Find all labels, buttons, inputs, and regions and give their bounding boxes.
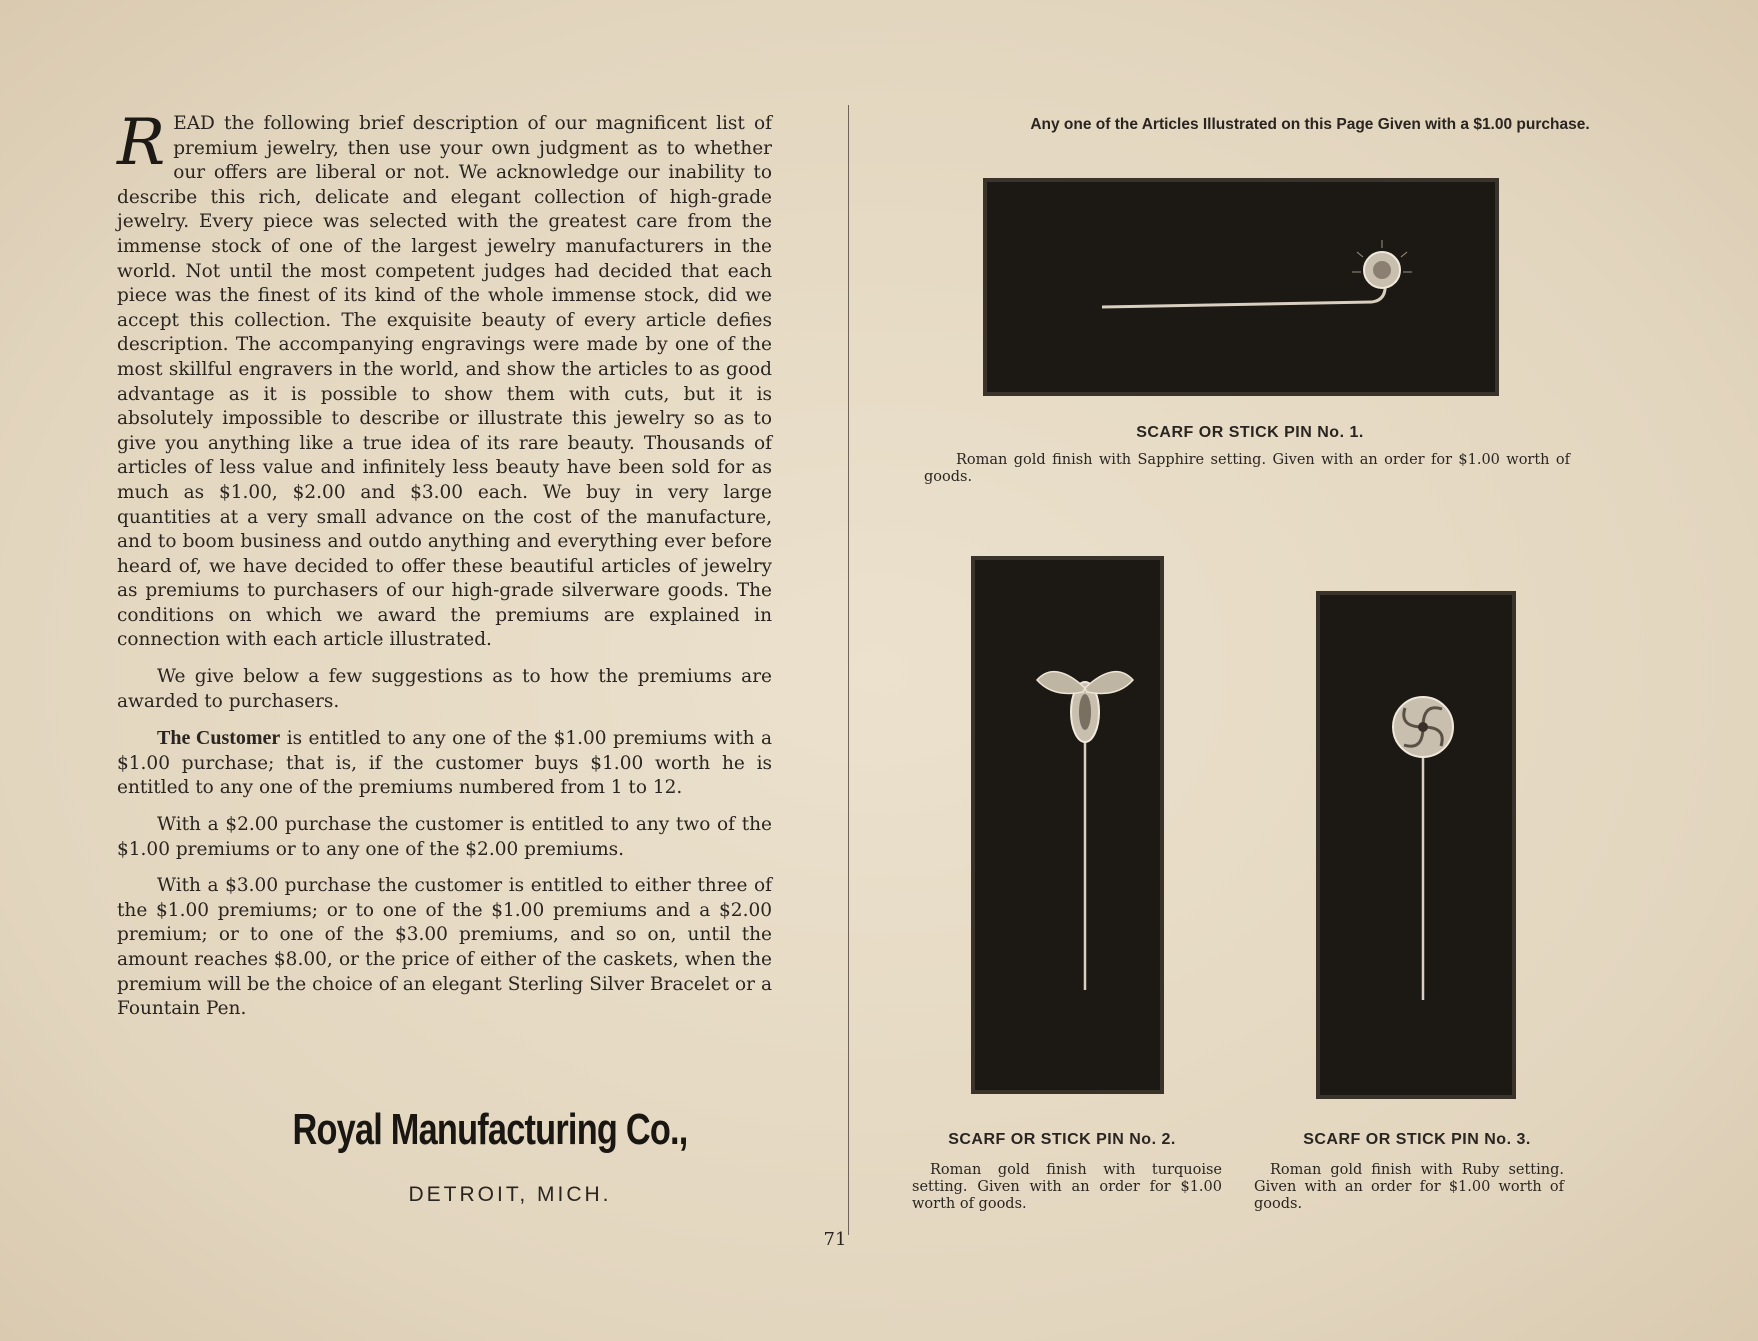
pin-3-title: SCARF OR STICK PIN No. 3. bbox=[1303, 1131, 1531, 1148]
pin-1-engraving bbox=[987, 182, 1495, 392]
pin-3-description: Roman gold finish with Ruby setting. Given with an order for $1.00 worth of goods. bbox=[1254, 1162, 1564, 1212]
drop-cap: R bbox=[117, 106, 166, 180]
pin-1-description: Roman gold finish with Sapphire setting. Given with an order for $1.00 worth of goods. bbox=[924, 452, 1570, 485]
page-number: 71 bbox=[823, 1229, 847, 1250]
company-name: Royal Manufacturing Co., bbox=[292, 1105, 688, 1154]
customer-lead: The Customer bbox=[157, 727, 281, 750]
two-dollar-paragraph: With a $2.00 purchase the customer is entitled to any two of the $1.00 premiums or to any one of the $2.00 premiums. bbox=[117, 814, 772, 860]
intro-paragraph bbox=[117, 106, 772, 653]
pin-1-title: SCARF OR STICK PIN No. 1. bbox=[1136, 424, 1364, 441]
stick-pin-1-icon bbox=[987, 182, 1495, 392]
pin-2-engraving bbox=[975, 560, 1160, 1090]
stick-pin-3-icon bbox=[1320, 595, 1512, 1095]
pin-3-engraving bbox=[1320, 595, 1512, 1095]
three-dollar-paragraph: With a $3.00 purchase the customer is entitled to either three of the $1.00 premiums; or to one of the $1.00 premiums and a $2.00 premium; or to one of the $3.00 premiums, and so on, until the amount reaches $8.00, or the price of either of the caskets, when the premium will be the choice of an elegant Sterling Silver Bracelet or a Fountain Pen. bbox=[117, 875, 772, 1020]
page-fold bbox=[848, 105, 849, 1235]
suggestions-paragraph: We give below a few suggestions as to how the premiums are awarded to purchasers. bbox=[117, 666, 772, 712]
stick-pin-2-icon bbox=[975, 560, 1160, 1090]
intro-text-block bbox=[117, 106, 772, 1034]
offer-header: Any one of the Articles Illustrated on this Page Given with a $1.00 purchase. bbox=[1030, 116, 1590, 133]
pin-2-description: Roman gold finish with turquoise setting. Given with an order for $1.00 worth of goods. bbox=[912, 1162, 1222, 1212]
intro-paragraph-text: EAD the following brief description of our magnificent list of premium jewelry, then use your own judgment as to whether our offers are liberal or not. We acknowledge our inability to describe this rich, delicate and elegant collection of high-grade jewelry. Every piece was selected with the greatest care from the immense stock of one of the largest jewelry manufacturers in the world. Not until the most competent judges had decided that each piece was the finest of its kind of the whole immense stock, did we accept this collection. The exquisite beauty of every article defies description. The accompanying engravings were made by one of the most skillful engravers in the world, and show the articles to as good advantage as it is possible to show them with cuts, but it is absolutely impossible to describe or illustrate this jewelry so as to give you anything like a true idea of its rare beauty. Thousands of articles of less value and infinitely less beauty have been sold for as much as $1.00, $2.00 and $3.00 each. We buy in very large quantities at a very small advance on the cost of the manufacture, and to boom business and outdo anything and everything ever before heard of, we have decided to offer these beautiful articles of jewelry as premiums to purchasers of our high-grade silverware goods. The conditions on which we award the premiums are explained in connection with each article illustrated. bbox=[117, 113, 772, 651]
company-city: DETROIT, MICH. bbox=[408, 1183, 612, 1206]
customer-paragraph bbox=[117, 726, 772, 801]
pin-2-title: SCARF OR STICK PIN No. 2. bbox=[948, 1131, 1176, 1148]
customer-paragraph-text: is entitled to any one of the $1.00 premiums with a $1.00 purchase; that is, if the customer buys $1.00 worth he is entitled to any one of the premiums numbered from 1 to 12. bbox=[117, 728, 772, 799]
